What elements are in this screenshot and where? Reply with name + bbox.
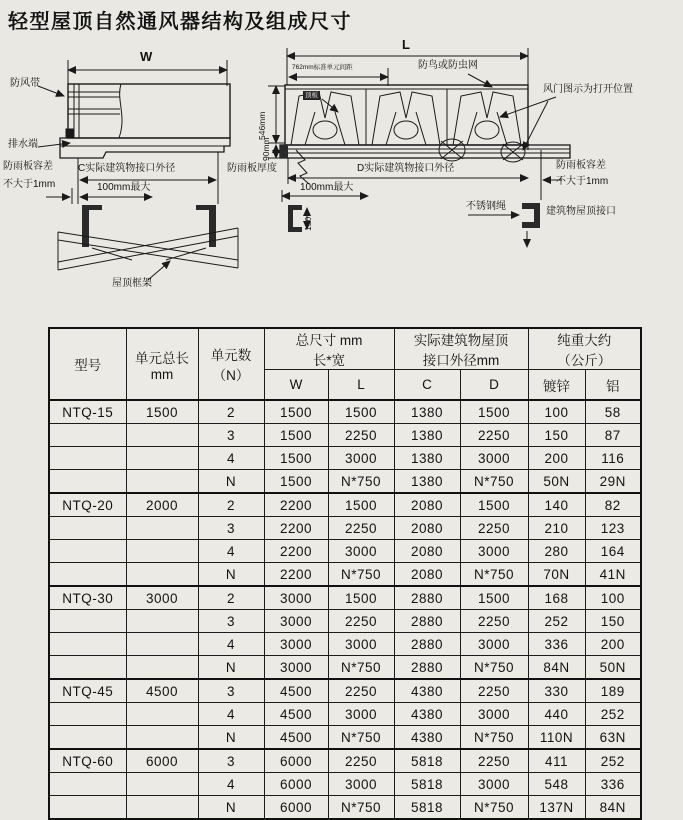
table-row: [49, 749, 641, 773]
table-row: [49, 517, 641, 540]
dim-label-90mm: 90mm: [261, 137, 271, 161]
table-header-group-row: [49, 328, 641, 370]
table-cell: 2: [198, 400, 264, 424]
col-header-l: L: [328, 370, 394, 401]
table-cell: 411: [528, 749, 585, 773]
table-row: [49, 726, 641, 750]
table-cell: 3000: [460, 540, 528, 563]
table-cell: 336: [585, 773, 641, 796]
table-row: [49, 447, 641, 470]
table-cell: N*750: [328, 796, 394, 820]
table-cell: 116: [585, 447, 641, 470]
table-cell: 84N: [585, 796, 641, 820]
table-cell: 2250: [328, 610, 394, 633]
table-row: [49, 493, 641, 517]
table-cell: [49, 773, 126, 796]
table-cell: [49, 424, 126, 447]
table-cell: 2250: [328, 749, 394, 773]
table-cell: [126, 424, 198, 447]
table-row: [49, 610, 641, 633]
table-cell: [49, 563, 126, 587]
table-cell: N: [198, 796, 264, 820]
table-cell: 189: [585, 679, 641, 703]
table-cell: 280: [528, 540, 585, 563]
label-damper-open-position: 风门图示为打开位置: [543, 84, 633, 95]
table-cell: 5818: [394, 773, 460, 796]
table-cell: 4500: [264, 703, 328, 726]
table-row: [49, 773, 641, 796]
table-cell: 210: [528, 517, 585, 540]
table-row: [49, 470, 641, 494]
table-row: [49, 424, 641, 447]
table-cell: 41N: [585, 563, 641, 587]
table-cell: NTQ-15: [49, 400, 126, 424]
col-header-aluminum: 铝: [585, 370, 641, 401]
table-cell: [49, 517, 126, 540]
table-cell: 336: [528, 633, 585, 656]
col-header-unit-count: 单元数 （N）: [198, 328, 264, 400]
table-cell: 4380: [394, 679, 460, 703]
table-cell: 6000: [264, 773, 328, 796]
table-cell: 100: [585, 586, 641, 610]
table-cell: 1500: [264, 470, 328, 494]
table-cell: N*750: [328, 726, 394, 750]
table-cell: [126, 447, 198, 470]
diagram-linework: [0, 0, 683, 318]
table-cell: [49, 540, 126, 563]
table-cell: [126, 563, 198, 587]
table-cell: 1500: [264, 400, 328, 424]
table-row: [49, 540, 641, 563]
table-cell: 4500: [264, 726, 328, 750]
col-header-unit-length: 单元总长 mm: [126, 328, 198, 400]
table-cell: 4500: [126, 679, 198, 703]
table-cell: 137N: [528, 796, 585, 820]
table-cell: 2250: [460, 517, 528, 540]
table-cell: [49, 447, 126, 470]
label-unit-pitch-762mm: 762mm标准单元间距: [292, 64, 353, 71]
col-header-w: W: [264, 370, 328, 401]
table-cell: 5818: [394, 796, 460, 820]
table-cell: 82: [585, 493, 641, 517]
table-cell: 110N: [528, 726, 585, 750]
table-cell: N: [198, 656, 264, 680]
table-cell: 2200: [264, 493, 328, 517]
label-wind-band: 防风带: [10, 78, 40, 89]
table-cell: 2: [198, 493, 264, 517]
table-cell: 2080: [394, 493, 460, 517]
table-cell: 1380: [394, 447, 460, 470]
table-cell: 2880: [394, 633, 460, 656]
table-cell: 4: [198, 703, 264, 726]
table-cell: 150: [585, 610, 641, 633]
table-cell: 2080: [394, 517, 460, 540]
table-cell: 3: [198, 679, 264, 703]
table-row: [49, 703, 641, 726]
table-cell: 84N: [528, 656, 585, 680]
table-cell: 70N: [528, 563, 585, 587]
table-cell: 4380: [394, 726, 460, 750]
label-roof-frame: 屋顶框架: [112, 278, 152, 289]
label-rain-tolerance-right-2: 不大于1mm: [556, 176, 609, 187]
table-cell: N*750: [460, 796, 528, 820]
table-cell: [126, 726, 198, 750]
table-cell: 2250: [460, 610, 528, 633]
table-cell: 2200: [264, 517, 328, 540]
col-group-roof-interface: 实际建筑物屋顶 接口外径mm: [394, 328, 528, 370]
table-cell: 2250: [460, 749, 528, 773]
table-cell: [49, 656, 126, 680]
table-cell: 200: [528, 447, 585, 470]
table-cell: 29N: [585, 470, 641, 494]
dim-label-150: 150: [303, 216, 313, 231]
table-cell: 3000: [460, 773, 528, 796]
table-cell: N: [198, 726, 264, 750]
label-rain-board-thickness: 防雨板厚度: [227, 163, 277, 174]
table-cell: NTQ-60: [49, 749, 126, 773]
col-header-d: D: [460, 370, 528, 401]
table-cell: 1380: [394, 470, 460, 494]
table-cell: 1500: [328, 493, 394, 517]
col-header-model: 型号: [49, 328, 126, 400]
table-cell: 1500: [460, 493, 528, 517]
table-cell: 58: [585, 400, 641, 424]
table-cell: 2: [198, 586, 264, 610]
label-drain-end: 排水端: [8, 139, 38, 150]
table-row: [49, 796, 641, 820]
table-cell: NTQ-20: [49, 493, 126, 517]
table-cell: 4: [198, 773, 264, 796]
table-cell: 1500: [264, 447, 328, 470]
table-cell: N*750: [460, 563, 528, 587]
table-cell: 123: [585, 517, 641, 540]
table-cell: [49, 726, 126, 750]
table-cell: 140: [528, 493, 585, 517]
table-cell: 3000: [328, 540, 394, 563]
spec-table: [48, 327, 642, 820]
table-cell: 150: [528, 424, 585, 447]
table-cell: 252: [528, 610, 585, 633]
table-cell: 168: [528, 586, 585, 610]
col-group-overall-size: 总尺寸 mm 长*宽: [264, 328, 394, 370]
dim-label-l: L: [402, 37, 410, 52]
label-100mm-max-left: 100mm最大: [97, 182, 151, 193]
table-cell: 200: [585, 633, 641, 656]
table-cell: 3000: [264, 656, 328, 680]
table-cell: N: [198, 563, 264, 587]
table-cell: [126, 773, 198, 796]
table-cell: [126, 656, 198, 680]
table-cell: 548: [528, 773, 585, 796]
table-cell: 1500: [460, 400, 528, 424]
table-cell: 5818: [394, 749, 460, 773]
table-cell: 1380: [394, 424, 460, 447]
table-cell: 3000: [328, 633, 394, 656]
table-cell: 1500: [328, 400, 394, 424]
table-cell: 4: [198, 447, 264, 470]
table-cell: [126, 633, 198, 656]
table-cell: N: [198, 470, 264, 494]
table-cell: 2250: [328, 517, 394, 540]
table-cell: NTQ-30: [49, 586, 126, 610]
table-cell: 1500: [460, 586, 528, 610]
table-cell: 6000: [126, 749, 198, 773]
label-rain-tolerance-left-2: 不大于1mm: [3, 179, 56, 190]
table-cell: 3000: [264, 633, 328, 656]
table-cell: 2200: [264, 540, 328, 563]
table-cell: N*750: [460, 470, 528, 494]
table-row: [49, 633, 641, 656]
table-row: [49, 679, 641, 703]
page-title: 轻型屋顶自然通风器结构及组成尺寸: [8, 11, 352, 33]
table-cell: [126, 517, 198, 540]
dim-label-c: C实际建筑物接口外径: [78, 163, 176, 174]
table-cell: 4: [198, 633, 264, 656]
label-100mm-max-right: 100mm最大: [300, 182, 354, 193]
table-cell: N*750: [460, 656, 528, 680]
table-cell: N*750: [328, 656, 394, 680]
table-cell: 50N: [528, 470, 585, 494]
table-cell: 4: [198, 540, 264, 563]
col-header-c: C: [394, 370, 460, 401]
table-cell: 3000: [328, 703, 394, 726]
table-cell: 3000: [264, 586, 328, 610]
table-cell: 3: [198, 610, 264, 633]
table-cell: 2250: [460, 424, 528, 447]
table-row: [49, 563, 641, 587]
table-cell: [126, 540, 198, 563]
table-row: [49, 586, 641, 610]
label-top-plate: 顶板: [305, 92, 318, 99]
label-rain-tolerance-right-1: 防雨板容差: [556, 160, 606, 171]
table-cell: [126, 610, 198, 633]
table-row: [49, 400, 641, 424]
table-cell: NTQ-45: [49, 679, 126, 703]
table-cell: [49, 796, 126, 820]
table-cell: 3: [198, 749, 264, 773]
table-cell: [126, 796, 198, 820]
table-cell: 3: [198, 517, 264, 540]
table-cell: 50N: [585, 656, 641, 680]
table-cell: 6000: [264, 796, 328, 820]
table-cell: 1500: [264, 424, 328, 447]
table-cell: 63N: [585, 726, 641, 750]
table-cell: [49, 633, 126, 656]
table-cell: 2080: [394, 540, 460, 563]
table-cell: 2880: [394, 586, 460, 610]
table-cell: 2250: [328, 424, 394, 447]
table-cell: 252: [585, 749, 641, 773]
table-cell: 4380: [394, 703, 460, 726]
table-cell: 3: [198, 424, 264, 447]
table-row: [49, 656, 641, 680]
table-cell: 2000: [126, 493, 198, 517]
table-cell: [126, 470, 198, 494]
table-cell: 2880: [394, 610, 460, 633]
table-cell: N*750: [328, 563, 394, 587]
spec-table-body: [49, 400, 641, 819]
table-cell: 330: [528, 679, 585, 703]
table-cell: [49, 703, 126, 726]
table-cell: 3000: [126, 586, 198, 610]
label-bird-insect-net: 防鸟或防虫网: [418, 60, 478, 71]
table-cell: 3000: [328, 447, 394, 470]
table-cell: 1500: [126, 400, 198, 424]
table-cell: 87: [585, 424, 641, 447]
dim-label-546mm: 546mm: [257, 111, 267, 140]
table-cell: 3000: [460, 703, 528, 726]
table-cell: 3000: [460, 633, 528, 656]
table-cell: 440: [528, 703, 585, 726]
table-cell: N*750: [460, 726, 528, 750]
table-cell: 2200: [264, 563, 328, 587]
table-cell: [49, 610, 126, 633]
dim-label-d: D实际建筑物接口外径: [357, 163, 455, 174]
table-cell: 3000: [328, 773, 394, 796]
table-cell: 3000: [264, 610, 328, 633]
table-cell: 1380: [394, 400, 460, 424]
dim-label-w: W: [140, 49, 153, 64]
table-cell: 2080: [394, 563, 460, 587]
col-group-net-weight: 纯重大约 （公斤）: [528, 328, 641, 370]
table-cell: 100: [528, 400, 585, 424]
table-cell: 4500: [264, 679, 328, 703]
table-cell: N*750: [328, 470, 394, 494]
table-cell: 6000: [264, 749, 328, 773]
table-cell: 2880: [394, 656, 460, 680]
label-roof-interface: 建筑物屋顶接口: [546, 206, 616, 217]
table-cell: [49, 470, 126, 494]
table-cell: 1500: [328, 586, 394, 610]
col-header-zinc: 镀锌: [528, 370, 585, 401]
label-steel-rope: 不锈钢绳: [466, 201, 506, 212]
table-cell: 3000: [460, 447, 528, 470]
table-cell: 2250: [328, 679, 394, 703]
label-rain-tolerance-left-1: 防雨板容差: [3, 161, 53, 172]
table-cell: [126, 703, 198, 726]
table-cell: 2250: [460, 679, 528, 703]
table-cell: 252: [585, 703, 641, 726]
table-cell: 164: [585, 540, 641, 563]
